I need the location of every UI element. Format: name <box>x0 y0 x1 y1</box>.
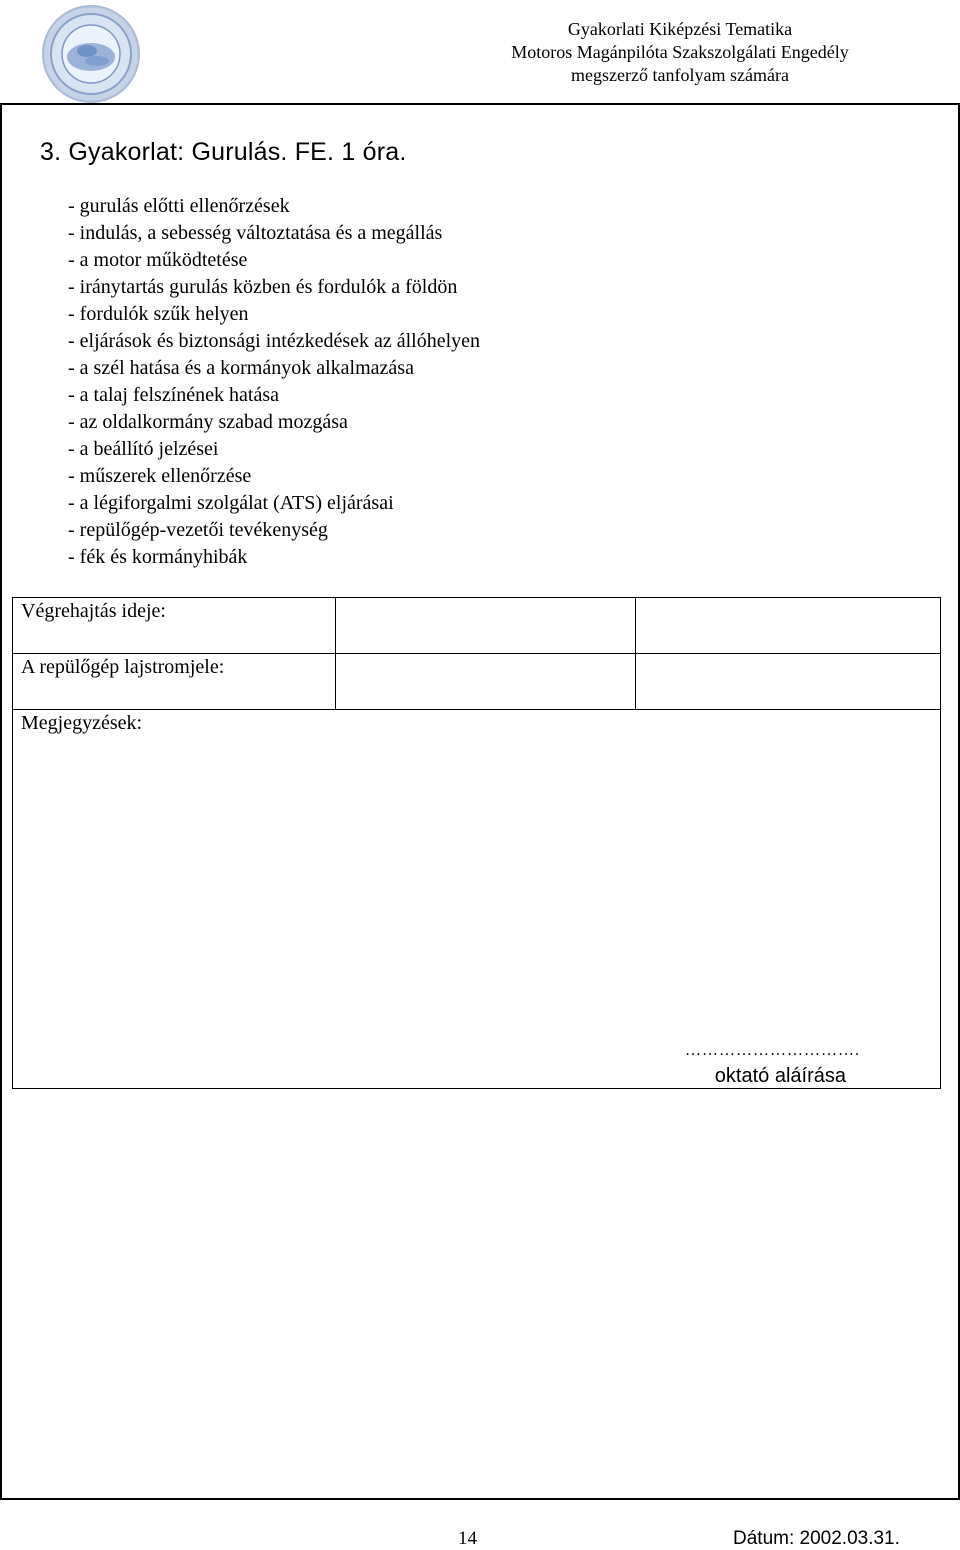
list-item: - fék és kormányhibák <box>68 546 248 568</box>
signature-label: oktató aláírása <box>714 1065 846 1087</box>
registration-field-2[interactable] <box>636 654 941 710</box>
registration-field-1[interactable] <box>336 654 636 710</box>
page-number: 14 <box>458 1528 477 1549</box>
header-line-3: megszerző tanfolyam számára <box>571 65 789 85</box>
list-item: - indulás, a sebesség változtatása és a megállás <box>68 222 443 244</box>
notes-row <box>13 710 941 1089</box>
club-logo-icon <box>40 4 142 104</box>
list-item: - iránytartás gurulás közben és fordulók a földön <box>68 276 458 298</box>
header-line-1: Gyakorlati Kiképzési Tematika <box>567 19 793 39</box>
execution-time-row <box>13 598 941 654</box>
execution-time-field-1[interactable] <box>336 598 636 654</box>
document-date: Dátum: 2002.03.31. <box>733 1528 900 1549</box>
notes-label: Megjegyzések: <box>21 712 143 734</box>
execution-time-field-2[interactable] <box>636 598 941 654</box>
list-item: - a beállító jelzései <box>68 438 219 460</box>
document-header <box>470 18 890 87</box>
registration-label: A repülőgép lajstromjele: <box>13 654 336 710</box>
list-item: - repülőgép-vezetői tevékenység <box>68 519 328 541</box>
record-form-table <box>12 597 941 1089</box>
list-item: - eljárások és biztonsági intézkedések az állóhelyen <box>68 330 481 352</box>
notes-field[interactable] <box>13 710 941 1089</box>
execution-time-label: Végrehajtás ideje: <box>13 598 336 654</box>
header-line-2: Motoros Magánpilóta Szakszolgálati Engedély <box>511 42 849 62</box>
list-item: - a légiforgalmi szolgálat (ATS) eljárásai <box>68 492 394 514</box>
task-list <box>68 193 480 571</box>
list-item: - a talaj felszínének hatása <box>68 384 279 406</box>
list-item: - műszerek ellenőrzése <box>68 465 252 487</box>
list-item: - gurulás előtti ellenőrzések <box>68 195 290 217</box>
registration-row <box>13 654 941 710</box>
list-item: - fordulók szűk helyen <box>68 303 249 325</box>
signature-line: …………………………. <box>685 1042 860 1059</box>
list-item: - a motor működtetése <box>68 249 248 271</box>
list-item: - az oldalkormány szabad mozgása <box>68 411 348 433</box>
list-item: - a szél hatása és a kormányok alkalmazása <box>68 357 414 379</box>
section-title: 3. Gyakorlat: Gurulás. FE. 1 óra. <box>40 138 407 166</box>
